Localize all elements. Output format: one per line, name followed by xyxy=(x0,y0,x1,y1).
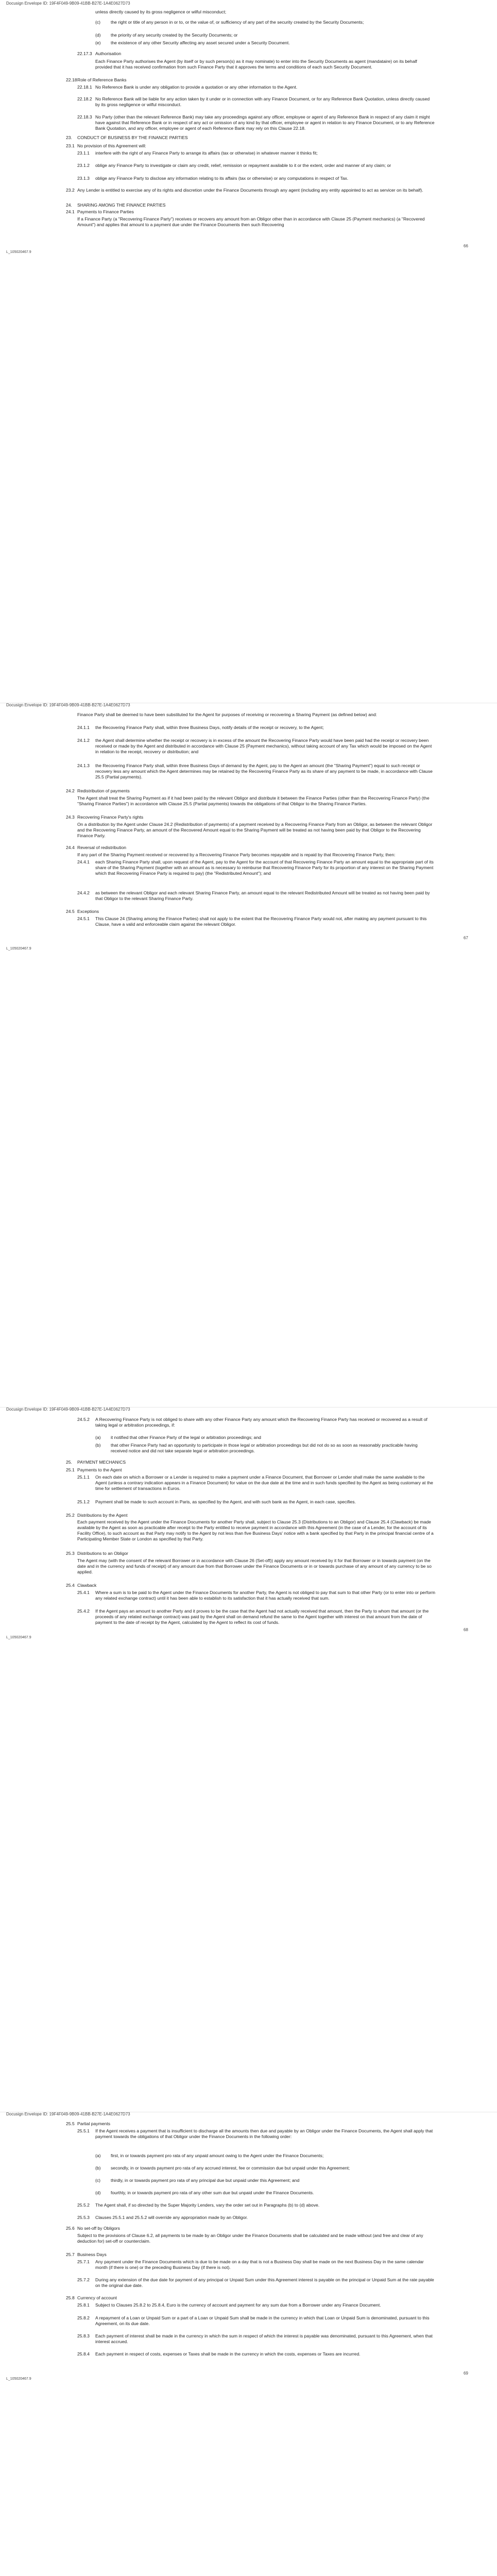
clause-heading: Distributions to an Obligor xyxy=(77,1551,128,1556)
clause-text: Payment shall be made to such account in Paris, as specified by the Agent, and with such bank as the Agent, in each case, specifies. xyxy=(95,1499,356,1504)
clause-text: the Recovering Finance Party shall, within three Business Days of demand by the Agent, pay to the Agent an amount (the "Sharing Payment") equal to such receipt or recovery less any amount which the Agent determines may be retained by the Recovering Finance Party as its share of any payment to be made, in accordance with Clause 25.5 (Partial payments). xyxy=(95,763,433,779)
clause-number: 22.18 xyxy=(66,77,77,82)
clause-text: If any part of the Sharing Payment received or recovered by a Recovering Finance Party becomes repayable and is repaid by that Recovering Finance Party, then: xyxy=(77,852,396,857)
clause-heading: Partial payments xyxy=(77,2121,111,2126)
clause-text: the priority of any security created by the Security Documents; or xyxy=(111,32,238,38)
clause-number: (b) xyxy=(95,1443,101,1448)
clause-heading: No set-off by Obligors xyxy=(77,2226,120,2231)
document-page xyxy=(0,0,497,701)
clause-number: 22.18.3 xyxy=(77,114,92,120)
clause-number: 25.8 xyxy=(66,2295,75,2300)
clause-number: 25.4.2 xyxy=(77,1608,90,1614)
page-number: 68 xyxy=(464,1628,468,1632)
clause-number: 25.7.2 xyxy=(77,2277,90,2282)
clause-text: This Clause 24 (Sharing among the Finance Parties) shall not apply to the extent that the Recovering Finance Party would not, after making any payment pursuant to this Clause, have a valid and enforceable claim against the relevant Obligor. xyxy=(95,916,427,927)
page-footer-ref: L_105020467.9 xyxy=(6,947,31,951)
page-footer-ref: L_105020467.9 xyxy=(6,1636,31,1639)
clause-text: During any extension of the due date for payment of any principal or Unpaid Sum under this Agreement interest is payable on the principal or Unpaid Sum at the rate payable on the original due date. xyxy=(95,2277,434,2288)
clause-number: 25.5.2 xyxy=(77,2202,90,2208)
document-page xyxy=(0,2114,497,2576)
clause-heading: Any Lender is entitled to exercise any of its rights and discretion under the Finance Documents through any agent (including any entity appointed to act as servicer on its behalf). xyxy=(77,188,423,193)
clause-number: 25.5 xyxy=(66,2121,75,2126)
clause-number: 24.1.3 xyxy=(77,763,90,768)
clause-heading: Payments to the Agent xyxy=(77,1467,122,1472)
clause-number: 25.5.3 xyxy=(77,2215,90,2220)
page-header: Docusign Envelope ID: 19F4F049-9B09-41BB-B27E-1A4E0627D73 xyxy=(6,2112,130,2116)
clause-text: oblige any Finance Party to investigate or claim any credit, relief, remission or repayment available to it or the extent, order and manner of any claim; or xyxy=(95,163,391,168)
document-page xyxy=(0,1409,497,2110)
clause-text: Authorisation xyxy=(95,51,122,56)
clause-text: that other Finance Party had an opportunity to participate in those legal or arbitration proceedings but did not do so as soon as reasonably practicable having received notice and did not take separate legal or arbitration proceedings. xyxy=(111,1443,418,1453)
clause-heading: Clawback xyxy=(77,1583,97,1588)
clause-text: first, in or towards payment pro rata of any unpaid amount owing to the Agent under the Finance Documents; xyxy=(111,2153,324,2158)
clause-heading: Role of Reference Banks xyxy=(77,77,127,82)
clause-text: The Agent may (with the consent of the relevant Borrower or in accordance with Clause 26 (Set-off)) apply any amount received by it for that Borrower or in towards payment (on the date and in the currency and funds of receipt) of any amount due from that Borrower under the Finance Documents or in or towards purchase of any amount of any currency to be so applied. xyxy=(77,1558,432,1574)
clause-number: 24.5.1 xyxy=(77,916,90,921)
clause-number: 23.2 xyxy=(66,188,75,193)
clause-text: If the Agent pays an amount to another Party and it proves to be the case that the Agent had not actually received that amount, then the Party to whom that amount (or the proceeds of any related exchange contract) was paid by the Agent shall on demand refund the same to the Agent together with interest on that amount from the date of payment to the date of receipt by the Agent, calculated by the Agent to reflect its cost of funds. xyxy=(95,1608,429,1625)
clause-text: Each payment in respect of costs, expenses or Taxes shall be made in the currency in which the costs, expenses or Taxes are incurred. xyxy=(95,2351,361,2357)
clause-number: (e) xyxy=(95,40,101,45)
clause-text: oblige any Finance Party to disclose any information relating to its affairs (tax or otherwise) or any computations in respect of Tax. xyxy=(95,176,349,181)
clause-number: 24.1.2 xyxy=(77,738,90,743)
clause-text: No Reference Bank is under any obligation to provide a quotation or any other information to the Agent. xyxy=(95,84,298,90)
clause-text: thirdly, in or towards payment pro rata of any principal due but unpaid under this Agreement; and xyxy=(111,2178,300,2183)
clause-text: Where a sum is to be paid to the Agent under the Finance Documents for another Party, the Agent is not obliged to pay that sum to that other Party (or to enter into or perform any related exchange contract) until it has been able to establish to its satisfaction that it has actually received that sum. xyxy=(95,1590,436,1601)
clause-text: fourthly, in or towards payment pro rata of any other sum due but unpaid under the Finance Documents. xyxy=(111,2190,314,2195)
clause-number: 23.1.3 xyxy=(77,176,90,181)
clause-number: 25.4.1 xyxy=(77,1590,90,1595)
clause-number: 23.1 xyxy=(66,143,75,148)
clause-heading: PAYMENT MECHANICS xyxy=(77,1460,126,1465)
page-number: 66 xyxy=(464,244,468,248)
clause-text: Each Finance Party authorises the Agent (by itself or by such person(s) as it may nominate) to enter into the Security Documents as agent (mandataire) on its behalf provided that it has received confirmation from such Finance Party that it approves the terms and conditions of each such Security Document. xyxy=(95,59,417,70)
clause-text: If a Finance Party (a "Recovering Finance Party") receives or recovers any amount from an Obligor other than in accordance with Clause 25 (Payment mechanics) (a "Recovered Amount") and applies that amount to a payment due under the Finance Documents then such Recovering xyxy=(77,216,425,227)
document-page xyxy=(0,705,497,1405)
page-header: Docusign Envelope ID: 19F4F049-9B09-41BB-B27E-1A4E0627D73 xyxy=(6,703,130,707)
clause-number: 25.8.4 xyxy=(77,2351,90,2357)
clause-heading: CONDUCT OF BUSINESS BY THE FINANCE PARTIES xyxy=(77,135,188,140)
clause-number: 25.2 xyxy=(66,1513,75,1518)
clause-text: unless directly caused by its gross negligence or wilful misconduct; xyxy=(95,9,227,14)
clause-text: the right or title of any person in or to, or the value of, or sufficiency of any part of the security created by the Security Documents; xyxy=(111,20,364,25)
page-number: 69 xyxy=(464,2371,468,2376)
clause-number: 23.1.1 xyxy=(77,150,90,156)
clause-number: 24.5 xyxy=(66,909,75,914)
clause-text: No Reference Bank will be liable for any action taken by it under or in connection with any Finance Document, or for any Reference Bank Quotation, unless directly caused by its gross negligence or wilful misconduct. xyxy=(95,96,430,107)
clause-number: 25.7 xyxy=(66,2252,75,2257)
clause-heading: Redistribution of payments xyxy=(77,788,130,793)
clause-number: 24.1.1 xyxy=(77,725,90,730)
clause-number: 24. xyxy=(66,202,72,208)
clause-number: 23.1.2 xyxy=(77,163,90,168)
clause-number: 25.7.1 xyxy=(77,2259,90,2264)
clause-text: secondly, in or towards payment pro rata of any accrued interest, fee or commission due but unpaid under this Agreement; xyxy=(111,2165,350,2171)
clause-text: A repayment of a Loan or Unpaid Sum or a part of a Loan or Unpaid Sum shall be made in the currency in which that Loan or Unpaid Sum is denominated, pursuant to this Agreement, on its due date. xyxy=(95,2315,430,2326)
clause-number: 24.4 xyxy=(66,845,75,850)
clause-text: No Party (other than the relevant Reference Bank) may take any proceedings against any officer, employee or agent of any Reference Bank in respect of any claim it might have against that Reference Bank or in respect of any act or omission of any kind by that officer, employee or agent in relation to any Finance Document, or to any Reference Bank Quotation, and any officer, employee or agent of each Reference Bank may rely on this Clause 22.18. xyxy=(95,114,435,131)
clause-heading: SHARING AMONG THE FINANCE PARTIES xyxy=(77,202,166,208)
clause-text: If the Agent receives a payment that is insufficient to discharge all the amounts then due and payable by an Obligor under the Finance Documents, the Agent shall apply that payment towards the obligations of that Obligor under the Finance Documents in the following order: xyxy=(95,2128,433,2139)
page-footer-ref: L_105020467.9 xyxy=(6,250,31,254)
clause-text: the Agent shall determine whether the receipt or recovery is in excess of the amount the Recovering Finance Party would have been paid had the receipt or recovery been received or made by the Agent and distributed in accordance with Clause 25 (Payment mechanics), without taking account of any Tax which would be imposed on the Agent in relation to the receipt, recovery or distribution; and xyxy=(95,738,432,754)
clause-heading: Exceptions xyxy=(77,909,99,914)
clause-number: 24.4.1 xyxy=(77,859,90,865)
clause-text: The Agent shall, if so directed by the Super Majority Lenders, vary the order set out in Paragraphs (b) to (d) above. xyxy=(95,2202,320,2208)
clause-number: 25.3 xyxy=(66,1551,75,1556)
clause-number: 25.1 xyxy=(66,1467,75,1472)
clause-heading: Distributions by the Agent xyxy=(77,1513,128,1518)
clause-text: On each date on which a Borrower or a Lender is required to make a payment under a Finance Document, that Borrower or Lender shall make the same available to the Agent (unless a contrary indication appears in a Finance Document) for value on the due date at the time and in such funds specified by the Agent as being customary at the time for settlement of transactions in Euros. xyxy=(95,1475,433,1491)
clause-number: 23. xyxy=(66,135,72,140)
clause-text: the Recovering Finance Party shall, within three Business Days, notify details of the receipt or recovery, to the Agent; xyxy=(95,725,324,730)
clause-number: 22.18.1 xyxy=(77,84,92,90)
clause-number: 24.5.2 xyxy=(77,1417,90,1422)
clause-text: On a distribution by the Agent under Clause 24.2 (Redistribution of payments) of a payment received by a Recovering Finance Party from an Obligor, as between the relevant Obligor and the Recovering Finance Party, an amount of the Recovered Amount equal to the Sharing Payment will be treated as not having been paid by that Obligor to the Recovering Finance Party. xyxy=(77,822,433,838)
page-number: 67 xyxy=(464,936,468,940)
clause-text: the existence of any other Security affecting any asset secured under a Security Document. xyxy=(111,40,290,45)
clause-text: Each payment received by the Agent under the Finance Documents for another Party shall, subject to Clause 25.3 (Distributions to an Obligor) and Clause 25.4 (Clawback) be made available by the Agent as soon as practicable after receipt to the Party entitled to receive payment in accordance with this Agreement (in the case of a Lender, for the account of its Facility Office), to such account as that Party may notify to the Agent by not less than five Business Days' notice with a bank specified by that Party in the principal financial centre of a Participating Member State or London as specified by that Party. xyxy=(77,1519,434,1541)
page-header: Docusign Envelope ID: 19F4F049-9B09-41BB-B27E-1A4E0627D73 xyxy=(6,1407,130,1412)
clause-heading: Business Days xyxy=(77,2252,107,2257)
clause-number: 24.2 xyxy=(66,788,75,793)
clause-number: 25.5.1 xyxy=(77,2128,90,2133)
clause-number: 22.17.3 xyxy=(77,51,92,56)
clause-number: (d) xyxy=(95,32,101,38)
clause-text: Finance Party shall be deemed to have been substituted for the Agent for purposes of receiving or recovering a Sharing Payment (as defined below) and: xyxy=(77,712,377,717)
clause-text: as between the relevant Obligor and each relevant Sharing Finance Party, an amount equal to the relevant Redistributed Amount will be treated as not having been paid by that Obligor to the relevant Sharing Finance Party. xyxy=(95,890,430,901)
clause-number: 25. xyxy=(66,1460,72,1465)
clause-text: Clauses 25.5.1 and 25.5.2 will override any appropriation made by an Obligor. xyxy=(95,2215,248,2220)
clause-number: 24.3 xyxy=(66,815,75,820)
clause-number: (c) xyxy=(95,20,101,25)
clause-text: each Sharing Finance Party shall, upon request of the Agent, pay to the Agent for the account of that Recovering Finance Party an amount equal to the appropriate part of its share of the Sharing Payment (together with an amount as is necessary to reimburse that Recovering Finance Party for its proportion of any interest on the Sharing Payment which that Recovering Finance Party is required to pay) (the "Redistributed Amount"); and xyxy=(95,859,434,876)
clause-number: (a) xyxy=(95,2153,101,2158)
page-footer-ref: L_105020467.9 xyxy=(6,2377,31,2381)
clause-text: Subject to Clauses 25.8.2 to 25.8.4, Euro is the currency of account and payment for any sum due from a Borrower under any Finance Document. xyxy=(95,2302,381,2308)
clause-heading: Reversal of redistribution xyxy=(77,845,127,850)
clause-text: interfere with the right of any Finance Party to arrange its affairs (tax or otherwise) in whatever manner it thinks fit; xyxy=(95,150,318,156)
clause-number: 25.1.2 xyxy=(77,1499,90,1504)
clause-text: Subject to the provisions of Clause 6.2, all payments to be made by an Obligor under the Finance Documents shall be calculated and be made without (and free and clear of any deduction for) set-off or counterclaim. xyxy=(77,2233,423,2244)
clause-number: 24.4.2 xyxy=(77,890,90,895)
clause-text: Any payment under the Finance Documents which is due to be made on a day that is not a Business Day shall be made on the next Business Day in the same calendar month (if there is one) or the preceding Business Day (if there is not). xyxy=(95,2259,424,2270)
clause-number: 25.4 xyxy=(66,1583,75,1588)
clause-heading: No provision of this Agreement will: xyxy=(77,143,146,148)
clause-number: (d) xyxy=(95,2190,101,2195)
clause-heading: Recovering Finance Party's rights xyxy=(77,815,144,820)
clause-number: 25.1.1 xyxy=(77,1475,90,1480)
clause-number: 22.18.2 xyxy=(77,96,92,101)
clause-number: 24.1 xyxy=(66,209,75,214)
clause-number: (a) xyxy=(95,1435,101,1440)
clause-text: The Agent shall treat the Sharing Payment as if it had been paid by the relevant Obligor and distribute it between the Finance Parties (other than the Recovering Finance Party) (the "Sharing Finance Parties") in accordance with Clause 25.5 (Partial payments) towards the obligations of that Obligor to the Sharing Finance Parties. xyxy=(77,795,430,806)
clause-number: (c) xyxy=(95,2178,101,2183)
clause-number: (b) xyxy=(95,2165,101,2171)
clause-number: 25.8.1 xyxy=(77,2302,90,2308)
clause-heading: Payments to Finance Parties xyxy=(77,209,134,214)
clause-number: 25.6 xyxy=(66,2226,75,2231)
clause-number: 25.8.3 xyxy=(77,2333,90,2338)
clause-text: A Recovering Finance Party is not obliged to share with any other Finance Party any amount which the Recovering Finance Party has received or recovered as a result of taking legal or arbitration proceedings, if: xyxy=(95,1417,427,1428)
clause-text: it notified that other Finance Party of the legal or arbitration proceedings; and xyxy=(111,1435,261,1440)
clause-heading: Currency of account xyxy=(77,2295,117,2300)
clause-number: 25.8.2 xyxy=(77,2315,90,2320)
clause-text: Each payment of interest shall be made in the currency in which the sum in respect of which the interest is payable was denominated, pursuant to this Agreement, when that interest accrued. xyxy=(95,2333,433,2344)
page-header: Docusign Envelope ID: 19F4F049-9B09-41BB-B27E-1A4E0627D73 xyxy=(6,1,130,6)
